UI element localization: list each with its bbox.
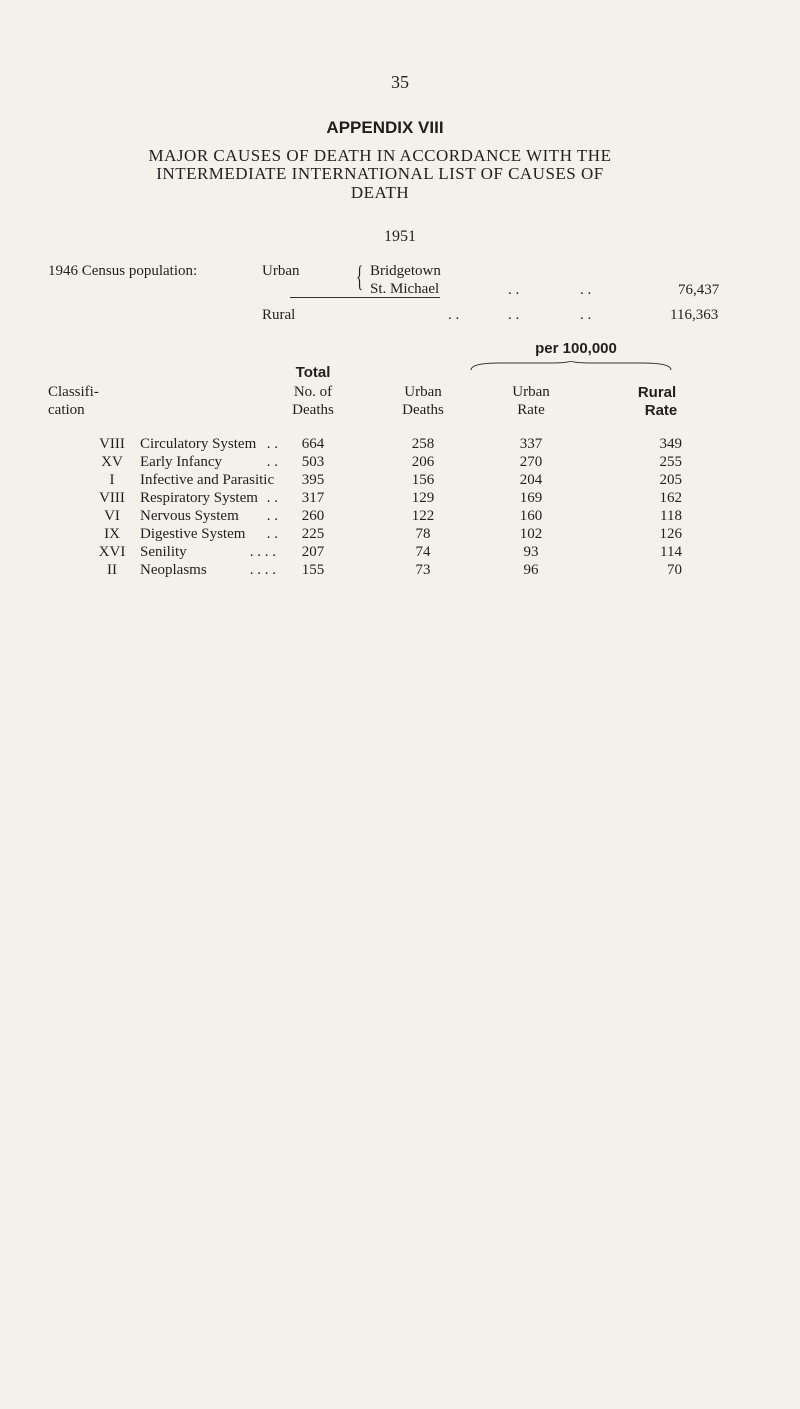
urban-leader-2: . . [580,282,592,298]
row-urban-rate: 204 [519,472,543,488]
row-cause: Infective and Parasitic [140,472,275,488]
header-urban-deaths-2: Deaths [402,402,444,418]
row-leader: . . [266,454,278,470]
table-row [0,544,800,562]
row-cause: Circulatory System [140,436,257,452]
row-total: 503 [301,454,325,470]
row-leader: . . . . [249,544,276,560]
title-line-2: INTERMEDIATE INTERNATIONAL LIST OF CAUSES OF [156,164,604,183]
row-rural-rate: 349 [659,436,682,452]
row-urban-rate: 102 [519,526,543,542]
row-leader: . . [266,436,278,452]
header-total-3: Deaths [292,402,334,418]
row-leader: . . [266,526,278,542]
row-cause: Digestive System [140,526,246,542]
row-total: 207 [301,544,325,560]
bracket-icon [470,361,672,371]
row-code: IX [104,526,120,542]
row-leader: . . . . [249,562,276,578]
row-total: 155 [301,562,325,578]
row-leader: . . [266,490,278,506]
row-code: II [107,562,117,578]
row-urban: 74 [415,544,431,560]
row-total: 664 [301,436,325,452]
header-urban-rate-2: Rate [517,402,545,418]
table-row [0,490,800,508]
rural-leader-3: . . [580,307,592,323]
row-total: 225 [301,526,325,542]
urban-label: Urban [262,263,300,279]
rural-label: Rural [262,307,296,323]
header-urban-rate-1: Urban [512,384,550,400]
header-total-2: No. of [293,384,333,400]
row-urban: 78 [415,526,431,542]
row-rural-rate: 118 [660,508,682,524]
header-rural-rate-2: Rate [644,402,678,419]
row-rural-rate: 162 [659,490,682,506]
urban-place-2: St. Michael [370,281,440,297]
row-urban-rate: 270 [519,454,543,470]
row-total: 260 [301,508,325,524]
header-urban-deaths-1: Urban [404,384,442,400]
table-row [0,562,800,580]
row-code: VI [104,508,120,524]
row-rural-rate: 205 [659,472,682,488]
row-urban: 206 [411,454,435,470]
row-rural-rate: 114 [660,544,682,560]
rural-leader-1: . . [448,307,460,323]
urban-place-1: Bridgetown [370,263,441,279]
header-total-1: Total [295,364,331,381]
row-code: VIII [99,490,125,506]
row-urban: 122 [411,508,435,524]
rural-value: 116,363 [670,307,719,323]
row-urban: 156 [411,472,435,488]
page-number: 35 [391,72,409,92]
row-total: 317 [301,490,325,506]
census-label: 1946 Census population: [48,263,198,279]
header-classification-2: cation [48,402,85,418]
row-cause: Early Infancy [140,454,223,470]
urban-leader: . . [508,282,520,298]
row-urban: 129 [411,490,435,506]
row-urban-rate: 93 [523,544,539,560]
row-cause: Neoplasms [140,562,207,578]
row-urban-rate: 96 [523,562,539,578]
row-cause: Senility [140,544,187,560]
title-line-1: MAJOR CAUSES OF DEATH IN ACCORDANCE WITH THE [148,146,612,165]
row-urban: 258 [411,436,435,452]
year: 1951 [384,228,416,245]
row-urban: 73 [415,562,431,578]
row-rural-rate: 70 [667,562,682,578]
table-row [0,508,800,526]
row-code: I [109,472,115,488]
row-rural-rate: 126 [659,526,682,542]
brace-icon: { [356,260,364,293]
urban-value: 76,437 [678,282,720,298]
row-urban-rate: 169 [519,490,543,506]
row-leader: . . [266,508,278,524]
rural-leader-2: . . [508,307,520,323]
row-code: VIII [99,436,125,452]
table-row [0,436,800,454]
row-code: XV [101,454,123,470]
title-line-3: DEATH [350,183,410,202]
header-classification-1: Classifi- [48,384,99,400]
appendix-heading: APPENDIX VIII [326,118,444,137]
row-cause: Nervous System [140,508,239,524]
header-per-100000: per 100,000 [535,340,617,357]
separator-rule [290,297,440,298]
row-cause: Respiratory System [140,490,258,506]
row-total: 395 [301,472,325,488]
table-row [0,472,800,490]
row-rural-rate: 255 [659,454,682,470]
table-row [0,454,800,472]
row-urban-rate: 160 [519,508,543,524]
table-row [0,526,800,544]
header-rural-rate-1: Rural [637,384,677,401]
row-code: XVI [98,544,126,560]
row-urban-rate: 337 [519,436,543,452]
